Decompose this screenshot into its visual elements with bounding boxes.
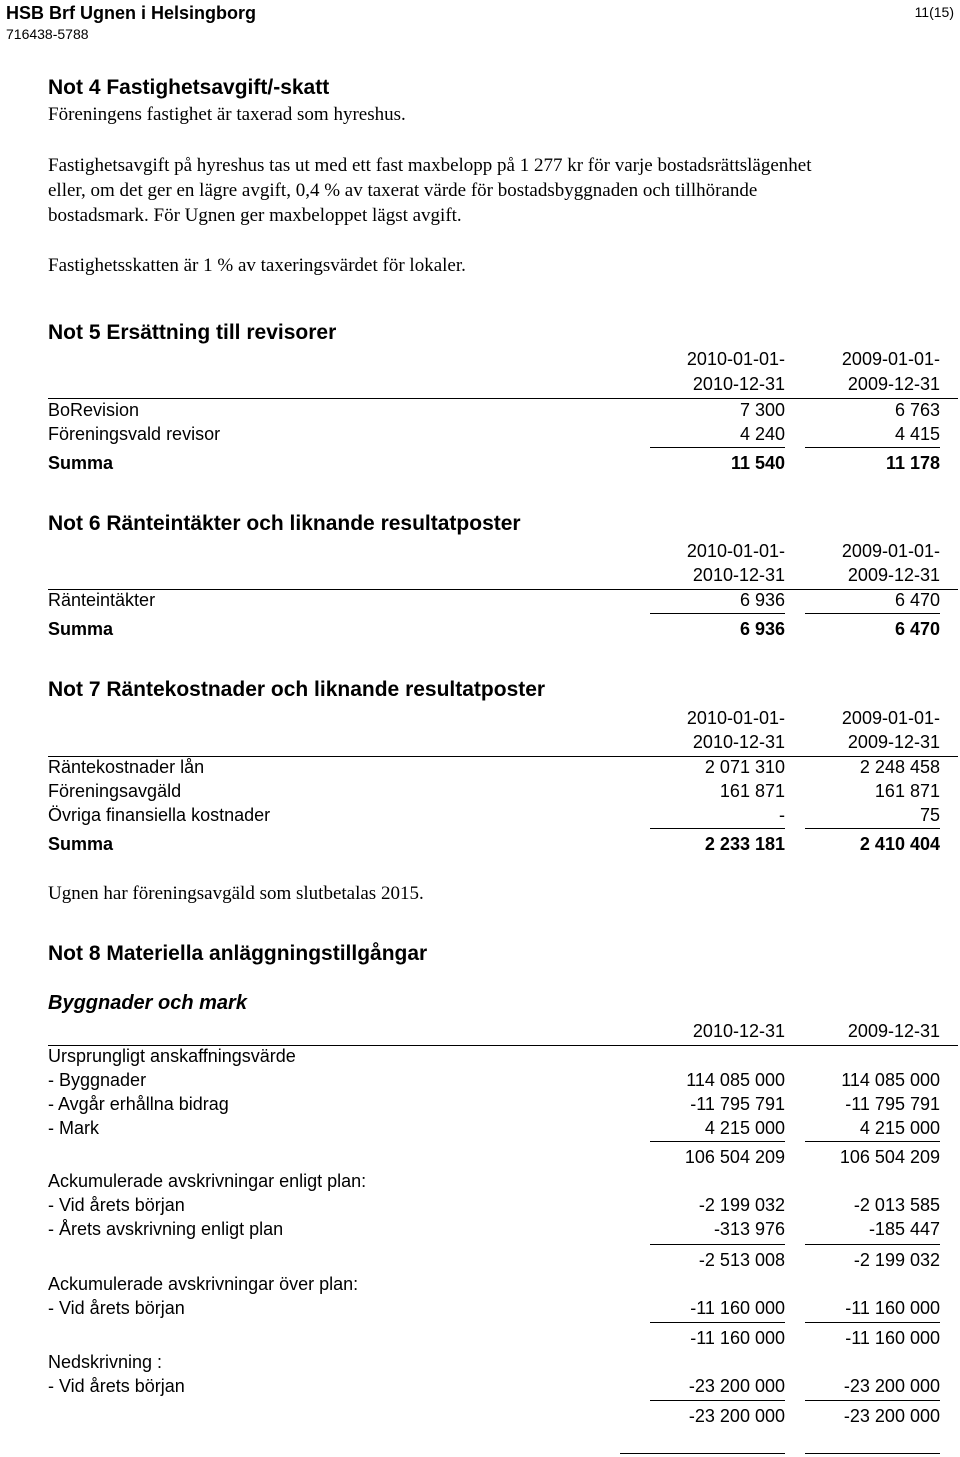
table-row-label: BoRevision: [48, 400, 140, 420]
note4-title: Not 4 Fastighetsavgift/-skatt: [48, 76, 330, 99]
table-cell: 7 300: [739, 400, 785, 420]
note8-title: Not 8 Materiella anläggningstillgångar: [48, 942, 428, 965]
note8-write-total-v1: -23 200 000: [688, 1406, 785, 1426]
note7-col1-header-b: 2010-12-31: [692, 732, 785, 752]
note5-header-rule: [48, 398, 958, 399]
table-row-label: - Byggnader: [48, 1070, 147, 1090]
note7-sum-v2: 2 410 404: [859, 834, 940, 854]
note8-orig-label: Ursprungligt anskaffningsvärde: [48, 1046, 296, 1066]
note7-col2-header-b: 2009-12-31: [847, 732, 940, 752]
note6-col1-header-b: 2010-12-31: [692, 565, 785, 585]
table-cell: 4 215 000: [704, 1118, 785, 1138]
table-cell: 114 085 000: [686, 1070, 785, 1090]
note6-col2-header-a: 2009-01-01-: [841, 541, 940, 561]
note7-sum-v1: 2 233 181: [704, 834, 785, 854]
note5-col2-header-b: 2009-12-31: [847, 374, 940, 394]
note8-orig-total-v2: 106 504 209: [839, 1147, 940, 1167]
table-cell: 2 071 310: [704, 757, 785, 777]
note6-sum-v2: 6 470: [894, 619, 940, 639]
document-title: HSB Brf Ugnen i Helsingborg: [6, 3, 257, 23]
note7-footnote: Ugnen har föreningsavgäld som slutbetalas 2015.: [48, 883, 424, 904]
note4-paragraph-2-line3: bostadsmark. För Ugnen ger maxbeloppet lägst avgift.: [48, 205, 462, 226]
table-row-label: - Vid årets början: [48, 1298, 185, 1318]
table-row-label: Ränteintäkter: [48, 590, 156, 610]
note8-acc-over-total-v1: -11 160 000: [690, 1328, 785, 1348]
note8-write-rule-1: [650, 1400, 785, 1401]
table-cell: -11 160 000: [845, 1298, 940, 1318]
note6-sum-rule-1: [650, 613, 785, 614]
note5-title: Not 5 Ersättning till revisorer: [48, 321, 337, 344]
table-row-label: - Vid årets början: [48, 1195, 185, 1215]
table-cell: -185 447: [868, 1219, 940, 1239]
table-row-label: Räntekostnader lån: [48, 757, 205, 777]
table-cell: -2 199 032: [698, 1195, 785, 1215]
table-cell: 4 215 000: [859, 1118, 940, 1138]
table-cell: 6 936: [739, 590, 785, 610]
table-row-label: - Mark: [48, 1118, 99, 1138]
note5-sum-rule-2: [805, 447, 940, 448]
table-cell: 6 470: [894, 590, 940, 610]
note8-final-rule-2: [805, 1453, 940, 1454]
table-cell: 114 085 000: [841, 1070, 940, 1090]
table-row-label: Övriga finansiella kostnader: [48, 805, 271, 825]
note8-final-rule-1: [620, 1453, 785, 1454]
note8-orig-total-v1: 106 504 209: [684, 1147, 785, 1167]
note7-sum-label: Summa: [48, 834, 114, 854]
note5-col1-header-b: 2010-12-31: [692, 374, 785, 394]
note8-acc-over-rule-1: [650, 1322, 785, 1323]
note5-col1-header-a: 2010-01-01-: [686, 349, 785, 369]
note6-title: Not 6 Ränteintäkter och liknande resultatposter: [48, 512, 521, 535]
note8-acc-plan-rule-2: [805, 1244, 940, 1245]
note8-acc-over-total-v2: -11 160 000: [845, 1328, 940, 1348]
note6-col1-header-a: 2010-01-01-: [686, 541, 785, 561]
table-cell: 4 240: [739, 424, 785, 444]
table-cell: 75: [919, 805, 940, 825]
table-cell: -11 795 791: [845, 1094, 940, 1114]
note4-paragraph-2-line2: eller, om det ger en lägre avgift, 0,4 % av taxerat värde för bostadsbyggnaden och tillhörande: [48, 180, 758, 201]
note8-subtitle: Byggnader och mark: [48, 992, 247, 1014]
note5-sum-v2: 11 178: [885, 453, 940, 473]
note5-sum-v1: 11 540: [730, 453, 785, 473]
note8-col1-header: 2010-12-31: [692, 1021, 785, 1041]
note6-col2-header-b: 2009-12-31: [847, 565, 940, 585]
note8-acc-plan-label: Ackumulerade avskrivningar enligt plan:: [48, 1171, 367, 1191]
table-row-label: - Vid årets början: [48, 1376, 185, 1396]
table-cell: -11 160 000: [690, 1298, 785, 1318]
table-cell: 161 871: [719, 781, 785, 801]
note8-orig-rule-1: [650, 1141, 785, 1142]
note8-write-rule-2: [805, 1400, 940, 1401]
note8-acc-over-label: Ackumulerade avskrivningar över plan:: [48, 1274, 359, 1294]
note6-sum-label: Summa: [48, 619, 114, 639]
note8-col2-header: 2009-12-31: [847, 1021, 940, 1041]
note7-col2-header-a: 2009-01-01-: [841, 708, 940, 728]
table-cell: 161 871: [874, 781, 940, 801]
table-cell: -23 200 000: [688, 1376, 785, 1396]
note6-sum-v1: 6 936: [739, 619, 785, 639]
note5-col2-header-a: 2009-01-01-: [841, 349, 940, 369]
table-row-label: - Avgår erhållna bidrag: [48, 1094, 229, 1114]
note8-acc-plan-rule-1: [650, 1244, 785, 1245]
note7-col1-header-a: 2010-01-01-: [686, 708, 785, 728]
note7-sum-rule-2: [805, 828, 940, 829]
note8-write-total-v2: -23 200 000: [843, 1406, 940, 1426]
table-cell: 4 415: [894, 424, 940, 444]
table-cell: -23 200 000: [843, 1376, 940, 1396]
note6-sum-rule-2: [805, 613, 940, 614]
table-row-label: - Årets avskrivning enligt plan: [48, 1219, 284, 1239]
note8-acc-plan-total-v2: -2 199 032: [853, 1250, 940, 1270]
table-row-label: Föreningsavgäld: [48, 781, 182, 801]
table-cell: -313 976: [713, 1219, 785, 1239]
table-cell: -: [779, 805, 785, 825]
table-cell: 2 248 458: [859, 757, 940, 777]
note8-acc-over-rule-2: [805, 1322, 940, 1323]
note7-title: Not 7 Räntekostnader och liknande resultatposter: [48, 678, 546, 701]
note5-sum-label: Summa: [48, 453, 114, 473]
table-cell: 6 763: [894, 400, 940, 420]
note8-acc-plan-total-v1: -2 513 008: [698, 1250, 785, 1270]
note4-paragraph-1: Föreningens fastighet är taxerad som hyreshus.: [48, 104, 406, 125]
note8-write-label: Nedskrivning :: [48, 1352, 163, 1372]
table-cell: -11 795 791: [690, 1094, 785, 1114]
note4-paragraph-3: Fastighetsskatten är 1 % av taxeringsvärdet för lokaler.: [48, 255, 466, 276]
table-cell: -2 013 585: [853, 1195, 940, 1215]
note4-paragraph-2-line1: Fastighetsavgift på hyreshus tas ut med ett fast maxbelopp på 1 277 kr för varje bostadsrättslägenhet: [48, 155, 812, 176]
note7-sum-rule-1: [650, 828, 785, 829]
note8-orig-rule-2: [805, 1141, 940, 1142]
note5-sum-rule-1: [650, 447, 785, 448]
page-number: 11(15): [914, 4, 954, 20]
org-number: 716438-5788: [6, 26, 89, 42]
table-row-label: Föreningsvald revisor: [48, 424, 221, 444]
